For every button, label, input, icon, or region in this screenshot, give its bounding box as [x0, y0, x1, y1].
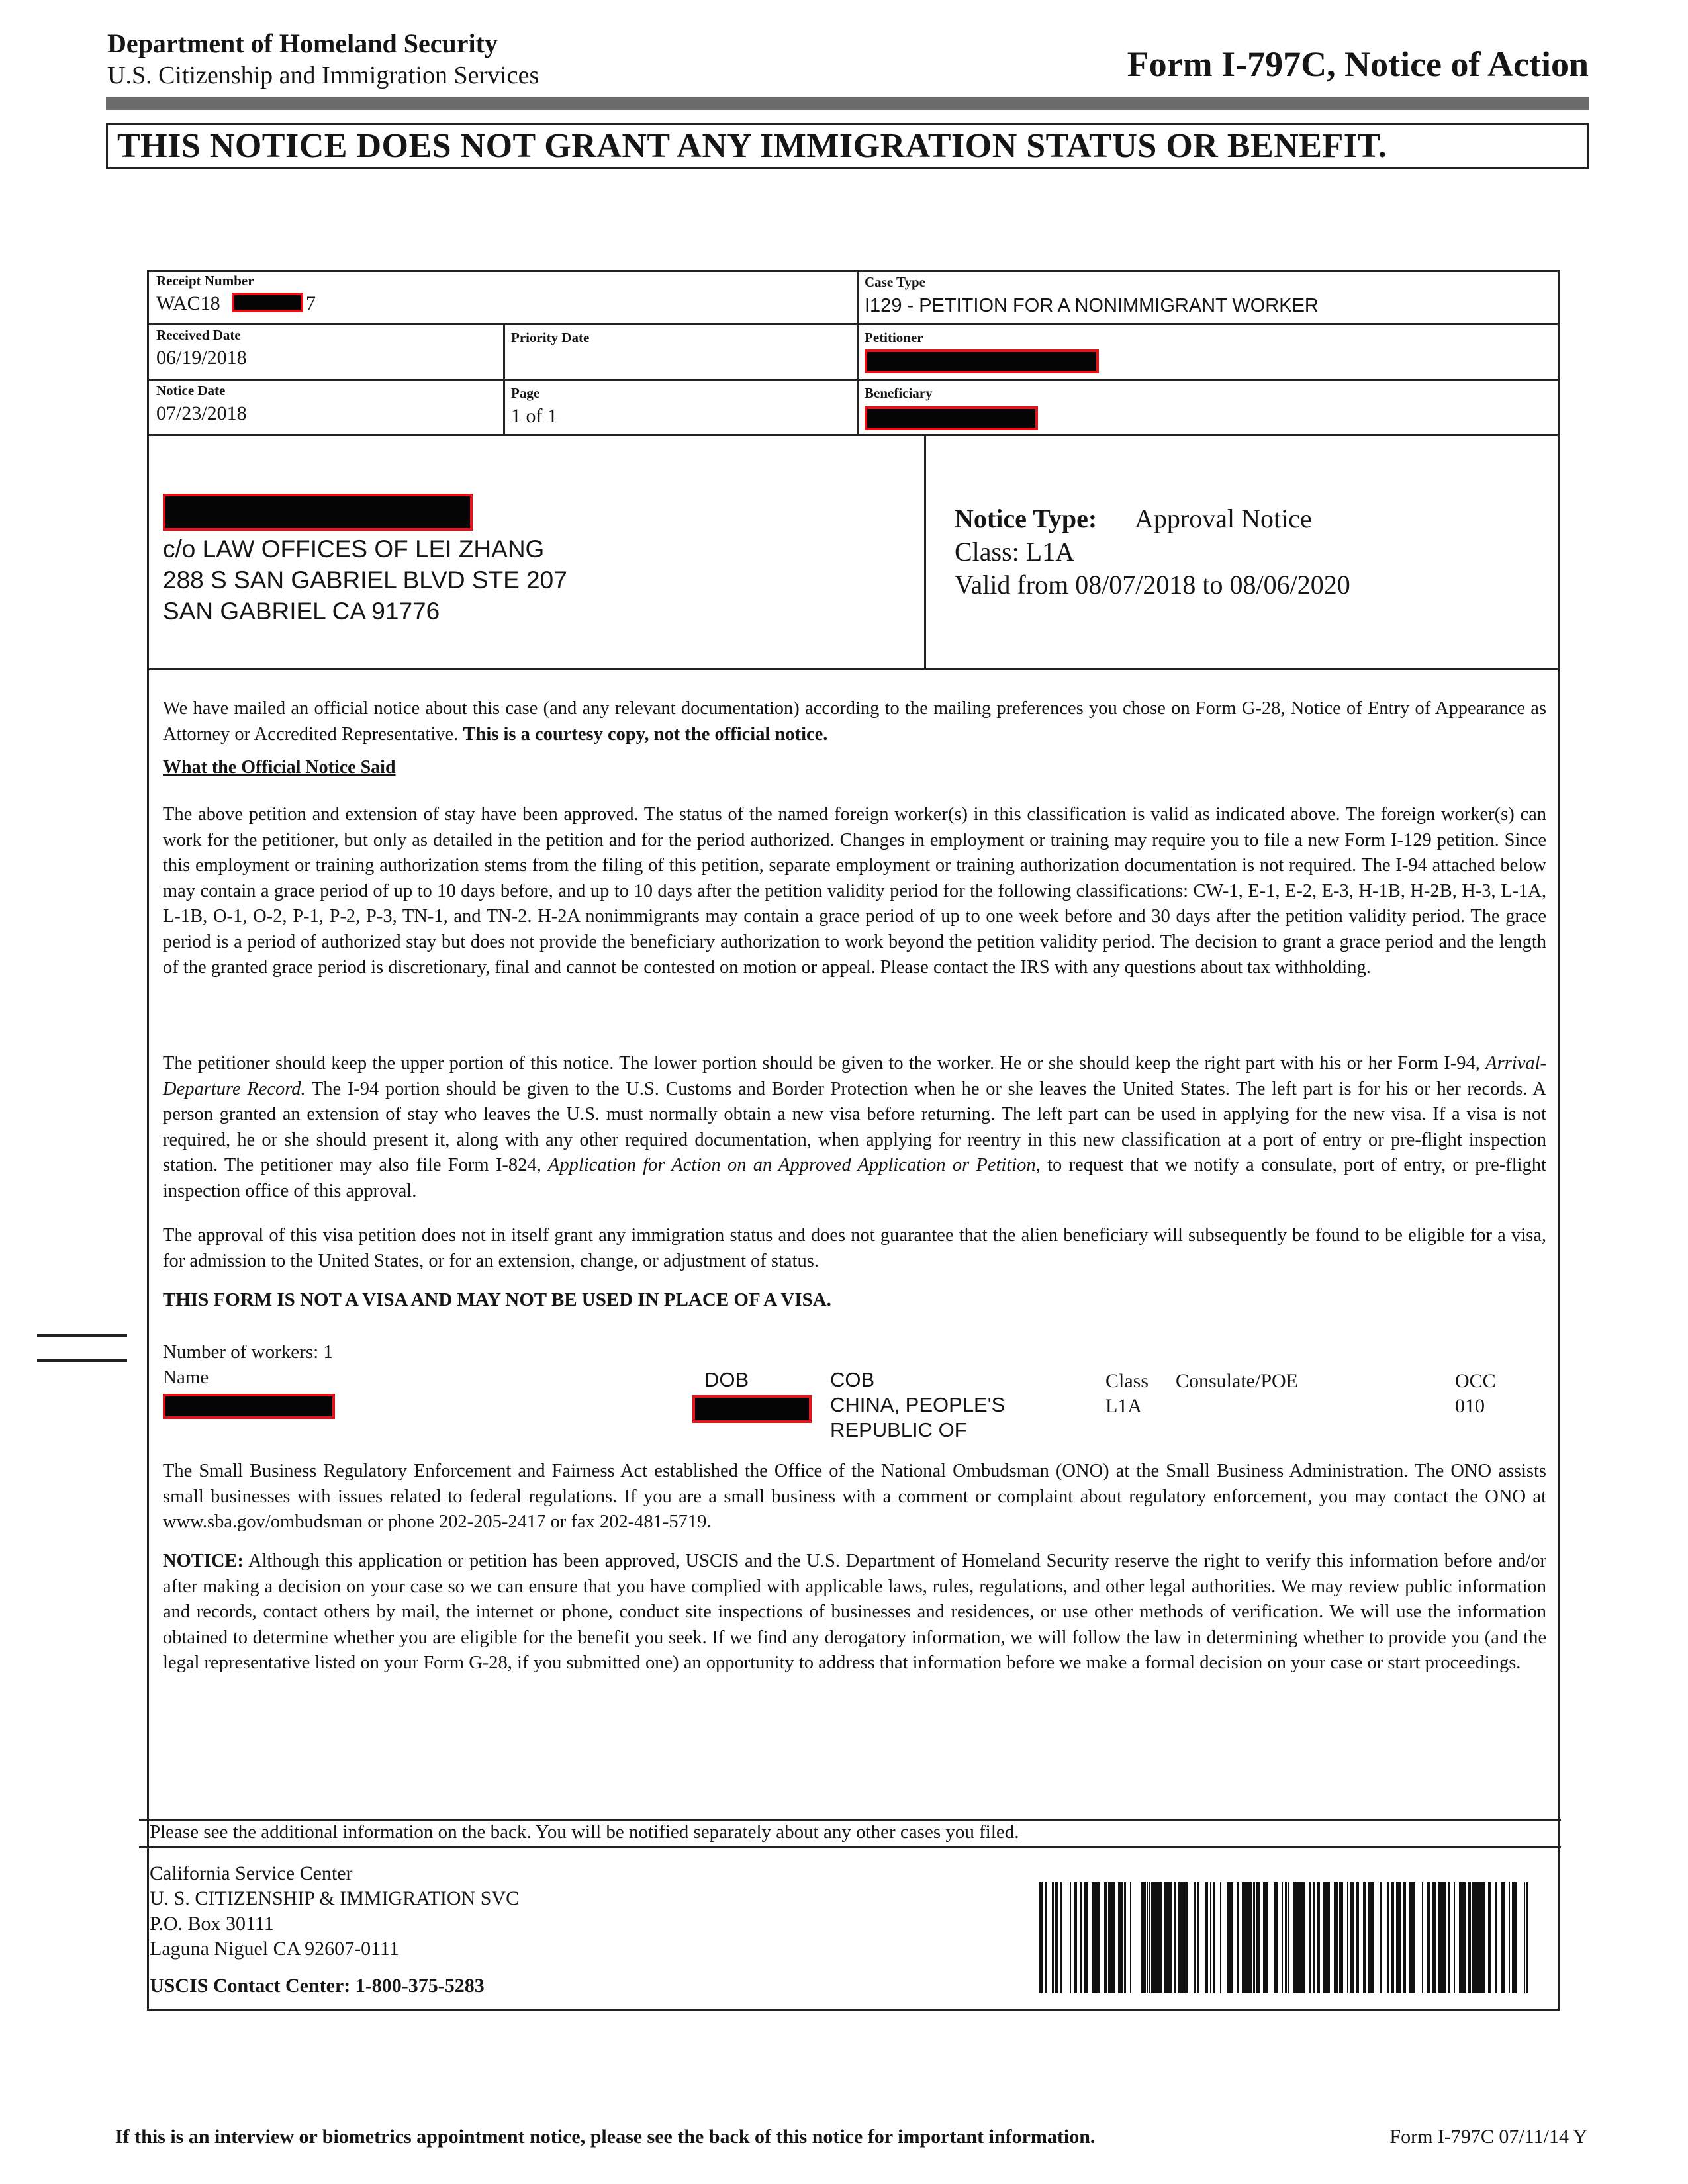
- receipt-number-label: Receipt Number: [156, 273, 254, 289]
- address-line: c/o LAW OFFICES OF LEI ZHANG: [163, 535, 545, 563]
- header-divider-bar: [106, 97, 1589, 110]
- redaction-box: [692, 1395, 812, 1423]
- agency-subname: U.S. Citizenship and Immigration Services: [107, 62, 539, 89]
- courtesy-copy-paragraph: We have mailed an official notice about this case (and any relevant documentation) according to the mailing preferences you chose on Form G-28, Notice of Entry of Appearance as Attorney or Accredited Representative. This is a courtesy copy, not the official notice.: [163, 698, 1546, 745]
- receipt-number-suffix: 7: [306, 293, 316, 314]
- approval-paragraph: The above petition and extension of stay have been approved. The status of the named foreign worker(s) in this classification is valid as indicated above. The foreign worker(s) can work for the petitioner, but only as detailed in the petition and for the period authorized. Changes in employment or training may require you to file a new Form I-129 petition. Since this employment or training authorization stems from the filing of this petition, separate employment or training authorization documentation is not required. The I-94 attached below may contain a grace period of up to 10 days before, and up to 10 days after the petition validity period for the following classifications: CW-1, E-1, E-2, E-3, H-1B, H-2B, H-3, L-1A, L-1B, O-1, O-2, P-1, P-2, P-3, TN-1, and TN-2. H-2A nonimmigrants may contain a grace period of up to one week before and 30 days after the petition validity period. The grace period is a period of authorized stay but does not provide the beneficiary authorization to work beyond the petition validity period. The decision to grant a grace period and the length of the granted grace period is discretionary, final and cannot be contested on motion or appeal. Please contact the IRS with any questions about tax withholding.: [163, 804, 1546, 978]
- worker-occ-label: OCC: [1455, 1370, 1496, 1392]
- service-center-line: Laguna Niguel CA 92607-0111: [150, 1938, 399, 1960]
- worker-class-label: Class: [1105, 1370, 1149, 1392]
- i94-paragraph: The petitioner should keep the upper portion of this notice. The lower portion should be given to the worker. He or she should keep the right part with his or her Form I-94, Arrival-Departure Record. The I-94 portion should be given to the U.S. Customs and Border Protection when he or she leaves the United States. The left part is for his or her records. A person granted an extension of stay who leaves the U.S. must normally obtain a new visa before returning. The left part can be used in applying for the new visa. If a visa is not required, he or she should present it, along with any other required documentation, when applying for reentry in this new classification at a port of entry or pre-flight inspection station. The petitioner may also file Form I-824, Application for Action on an Approved Application or Petition, to request that we notify a consulate, port of entry, or pre-flight inspection office of this approval.: [163, 1053, 1547, 1201]
- worker-consulate-label: Consulate/POE: [1176, 1370, 1298, 1392]
- margin-fold-mark: [37, 1359, 127, 1362]
- form-title: Form I-797C, Notice of Action: [1127, 44, 1589, 84]
- worker-cob-label: COB: [830, 1368, 875, 1391]
- service-center-line: U. S. CITIZENSHIP & IMMIGRATION SVC: [150, 1888, 520, 1909]
- address-line: SAN GABRIEL CA 91776: [163, 598, 440, 625]
- barcode: [1039, 1882, 1533, 1993]
- worker-occ-value: 010: [1455, 1395, 1485, 1417]
- worker-cob-line: REPUBLIC OF: [830, 1418, 967, 1441]
- redaction-box: [163, 1394, 335, 1419]
- uscis-contact-center: USCIS Contact Center: 1-800-375-5283: [150, 1975, 485, 1997]
- grid-line: [147, 323, 1560, 325]
- receipt-number-prefix: WAC18: [156, 293, 220, 314]
- grid-line: [503, 323, 505, 434]
- official-notice-heading: What the Official Notice Said: [163, 757, 396, 778]
- footer-form-id: Form I-797C 07/11/14 Y: [1389, 2126, 1587, 2148]
- grid-line: [924, 434, 926, 668]
- notice-date-value: 07/23/2018: [156, 402, 247, 424]
- priority-date-label: Priority Date: [511, 330, 590, 345]
- received-date-value: 06/19/2018: [156, 347, 247, 369]
- redaction-box: [865, 349, 1099, 373]
- notice-date-label: Notice Date: [156, 383, 226, 398]
- no-status-paragraph: The approval of this visa petition does not in itself grant any immigration status and does not guarantee that the alien beneficiary will subsequently be found to be eligible for a visa, for admission to the United States, or for an extension, change, or adjustment of status.: [163, 1225, 1546, 1271]
- beneficiary-label: Beneficiary: [865, 385, 933, 401]
- grid-line: [147, 668, 1560, 670]
- agency-name: Department of Homeland Security: [107, 28, 498, 58]
- redaction-box: [865, 406, 1038, 430]
- worker-cob-line: CHINA, PEOPLE'S: [830, 1393, 1006, 1416]
- worker-dob-label: DOB: [704, 1368, 749, 1391]
- address-line: 288 S SAN GABRIEL BLVD STE 207: [163, 567, 567, 594]
- notice-type-label: Notice Type:: [955, 504, 1098, 533]
- redaction-box: [163, 494, 473, 531]
- case-type-label: Case Type: [865, 274, 925, 290]
- grid-line: [139, 1846, 1561, 1848]
- case-type-value: I129 - PETITION FOR A NONIMMIGRANT WORKER: [865, 295, 1319, 316]
- worker-count: Number of workers: 1: [163, 1342, 333, 1363]
- sba-ombudsman-paragraph: The Small Business Regulatory Enforcement and Fairness Act established the Office of the National Ombudsman (ONO) at the Small Business Administration. The ONO assists small businesses with issues related to federal regulations. If you are a small business with a comment or complaint about regulatory enforcement, you may contact the ONO at www.sba.gov/ombudsman or phone 202-205-2417 or fax 202-481-5719.: [163, 1461, 1546, 1532]
- additional-info-note: Please see the additional information on the back. You will be notified separately about any other cases you filed.: [150, 1821, 1019, 1843]
- footer-appointment-note: If this is an interview or biometrics appointment notice, please see the back of this notice for important information.: [115, 2126, 1096, 2148]
- page-label: Page: [511, 385, 540, 401]
- redaction-box: [232, 293, 303, 312]
- grid-line: [139, 1819, 1561, 1821]
- service-center-line: California Service Center: [150, 1862, 353, 1884]
- grid-line: [857, 270, 859, 434]
- notice-type-value: Approval Notice: [1135, 504, 1312, 533]
- grid-line: [147, 379, 1560, 381]
- petitioner-label: Petitioner: [865, 330, 923, 345]
- received-date-label: Received Date: [156, 327, 241, 343]
- notice-class: Class: L1A: [955, 537, 1075, 567]
- status-disclaimer-banner: THIS NOTICE DOES NOT GRANT ANY IMMIGRATION STATUS OR BENEFIT.: [106, 123, 1589, 169]
- page-value: 1 of 1: [511, 405, 557, 427]
- verification-notice-paragraph: NOTICE: Although this application or petition has been approved, USCIS and the U.S. Department of Homeland Security reserve the right to verify this information before and/or after making a decision on your case so we can ensure that you have complied with applicable laws, rules, regulations, and other legal authorities. We may review public information and records, contact others by mail, the internet or phone, conduct site inspections of businesses and residences, or use other methods of verification. We will use the information obtained to determine whether you are eligible for the benefit you seek. If we find any derogatory information, we will follow the law in determining whether to provide you (and the legal representative listed on your Form G-28, if you submitted one) an opportunity to address that information before we make a formal decision on your case or start proceedings.: [163, 1551, 1546, 1673]
- service-center-line: P.O. Box 30111: [150, 1913, 274, 1934]
- worker-class-value: L1A: [1105, 1395, 1142, 1417]
- worker-name-label: Name: [163, 1367, 209, 1388]
- margin-fold-mark: [37, 1334, 127, 1337]
- grid-line: [147, 434, 1560, 436]
- validity-period: Valid from 08/07/2018 to 08/06/2020: [955, 570, 1350, 600]
- not-a-visa-warning: THIS FORM IS NOT A VISA AND MAY NOT BE USED IN PLACE OF A VISA.: [163, 1289, 831, 1310]
